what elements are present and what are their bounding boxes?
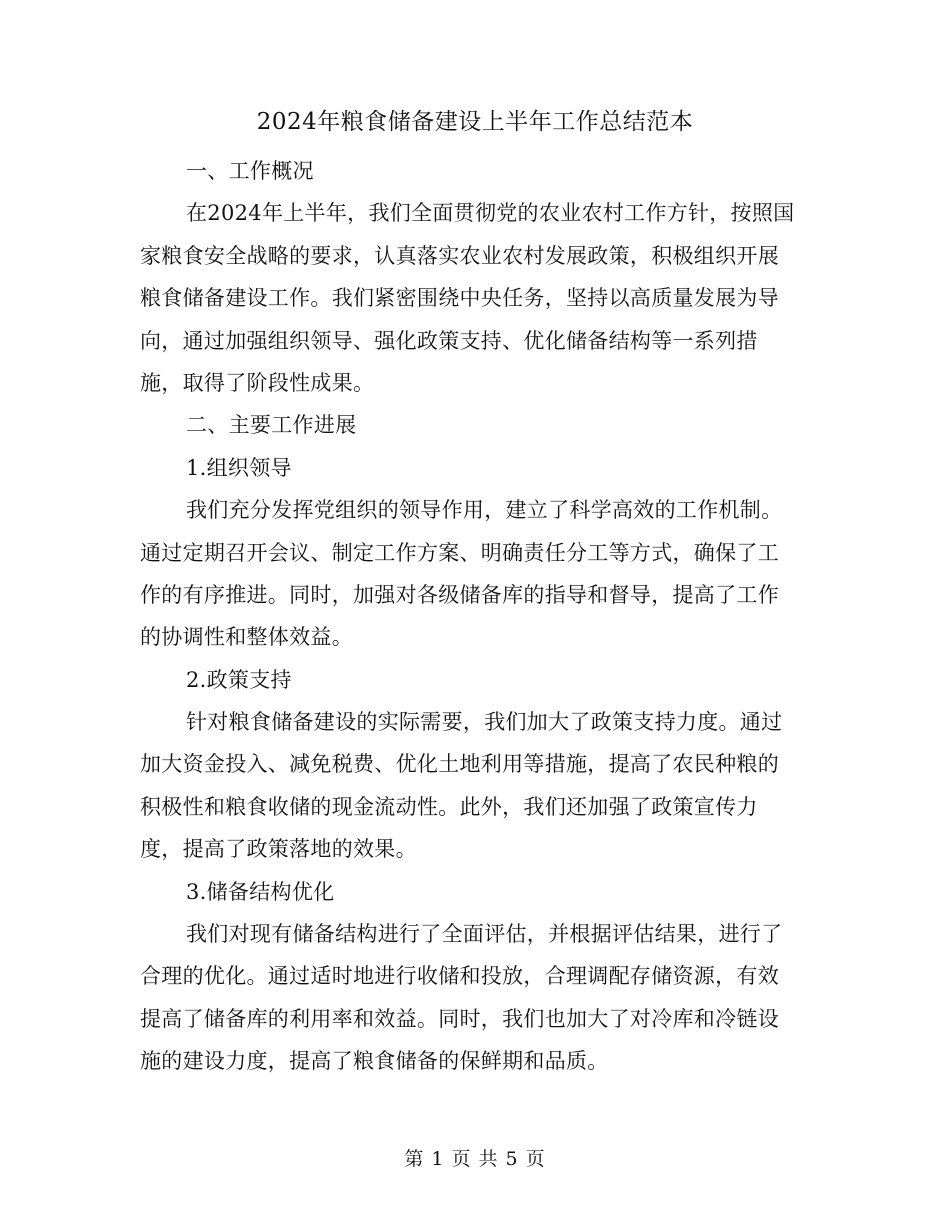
- text-line: 的协调性和整体效益。: [140, 625, 353, 650]
- document-title: 2024年粮食储备建设上半年工作总结范本: [256, 109, 694, 135]
- text-line: 粮食储备建设工作。我们紧密围绕中央任务，坚持以高质量发展为导: [140, 286, 779, 311]
- text-line: 一、工作概况: [186, 159, 314, 183]
- text-line: 针对粮食储备建设的实际需要，我们加大了政策支持力度。通过: [186, 710, 783, 735]
- text-line: 合理的优化。通过适时地进行收储和投放，合理调配存储资源，有效: [140, 964, 779, 989]
- text-line: 向，通过加强组织领导、强化政策支持、优化储备结构等一系列措: [140, 328, 758, 353]
- text-line: 我们对现有储备结构进行了全面评估，并根据评估结果，进行了: [186, 922, 783, 947]
- text-line: 3.储备结构优化: [186, 879, 335, 904]
- text-line: 1.组织领导: [186, 455, 292, 480]
- text-line: 我们充分发挥党组织的领导作用，建立了科学高效的工作机制。: [186, 498, 783, 523]
- text-line: 作的有序推进。同时，加强对各级储备库的指导和督导，提高了工作: [140, 582, 779, 607]
- text-line: 二、主要工作进展: [186, 413, 357, 438]
- text-line: 提高了储备库的利用率和效益。同时，我们也加大了对冷库和冷链设: [140, 1006, 779, 1031]
- text-line: 家粮食安全战略的要求，认真落实农业农村发展政策，积极组织开展: [140, 243, 779, 268]
- text-line: 度，提高了政策落地的效果。: [140, 837, 417, 862]
- text-line: 2.政策支持: [186, 667, 292, 692]
- text-line: 加大资金投入、减免税费、优化土地利用等措施，提高了农民种粮的: [140, 752, 779, 777]
- text-line: 通过定期召开会议、制定工作方案、明确责任分工等方式，确保了工: [140, 540, 779, 565]
- text-line: 施的建设力度，提高了粮食储备的保鲜期和品质。: [140, 1049, 609, 1074]
- text-line: 施，取得了阶段性成果。: [140, 370, 375, 395]
- text-line: 在2024年上半年，我们全面贯彻党的农业农村工作方针，按照国: [186, 201, 795, 226]
- text-line: 积极性和粮食收储的现金流动性。此外，我们还加强了政策宣传力: [140, 794, 758, 819]
- document-body: [140, 150, 800, 1083]
- page-footer: 第 1 页 共 5 页: [404, 1148, 546, 1170]
